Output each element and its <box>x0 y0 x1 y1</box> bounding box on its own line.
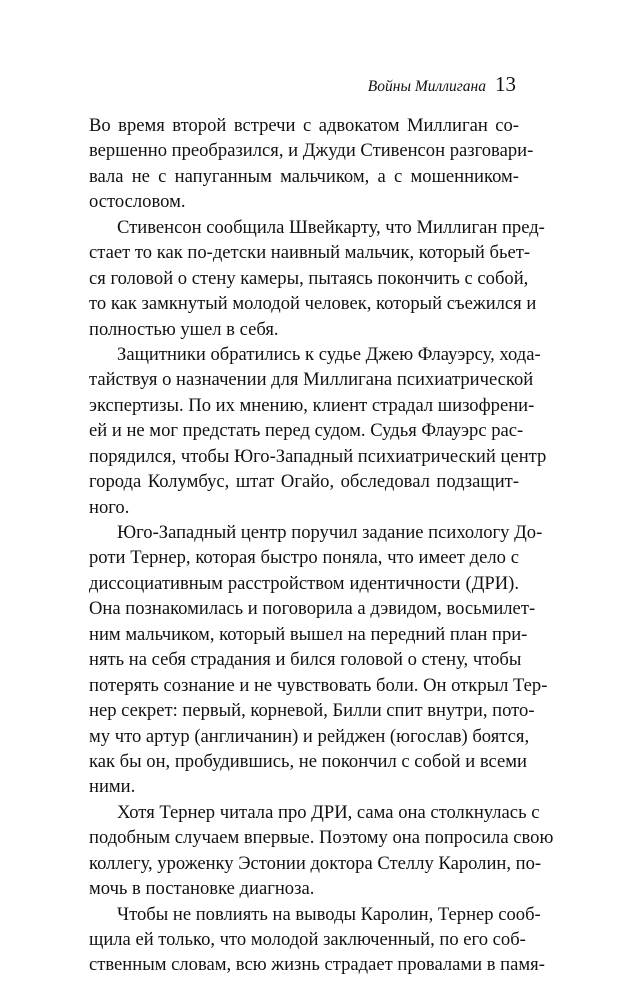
running-title: Войны Миллигана <box>367 78 486 95</box>
text-line: то как замкнутый молодой человек, который съежился и <box>89 293 537 315</box>
running-header <box>368 72 516 97</box>
text-line: Юго-Западный центр поручил задание психологу До- <box>117 522 543 543</box>
text-line: города Колумбус, штат Огайо, обследовал подзащит- <box>89 471 519 493</box>
text-line: коллегу, уроженку Эстонии доктора Стеллу Каролин, по- <box>89 852 542 874</box>
text-line: тайствуя о назначении для Миллигана психиатрической <box>89 369 534 391</box>
text-line: Во время второй встречи с адвокатом Миллиган со- <box>89 115 519 136</box>
text-line: ся головой о стену камеры, пытаясь покончить с собой, <box>89 267 529 289</box>
text-line: полностью ушел в себя. <box>89 318 279 340</box>
text-line: ним мальчиком, который вышел на передний план при- <box>89 623 528 645</box>
text-line: роти Тернер, которая быстро поняла, что имеет дело с <box>89 547 519 569</box>
text-line: нять на себя страдания и бился головой о стену, чтобы <box>89 649 522 671</box>
text-line: экспертизы. По их мнению, клиент страдал шизофрени- <box>89 394 535 416</box>
text-line: му что артур (англичанин) и рейджен (югослав) боятся, <box>89 725 530 747</box>
text-line: остословом. <box>89 191 186 213</box>
text-line: подобным случаем впервые. Поэтому она попросила свою <box>89 827 554 849</box>
text-line: Стивенсон сообщила Швейкарту, что Миллиган пред- <box>117 216 545 238</box>
text-line: Она познакомилась и поговорила а дэвидом, восьмилет- <box>89 598 536 620</box>
text-line: как бы он, пробудившись, не покончил с собой и всеми <box>89 750 527 772</box>
text-line: диссоциативным расстройством идентичности (ДРИ). <box>89 572 519 594</box>
text-line: ного. <box>89 496 130 518</box>
text-line: порядился, чтобы Юго-Западный психиатрический центр <box>89 445 547 467</box>
text-line: стает то как по-детски наивный мальчик, который бьет- <box>89 242 531 264</box>
text-line: ей и не мог предстать перед судом. Судья Флауэрс рас- <box>89 420 524 442</box>
text-line: Защитники обратились к судье Джею Флауэрсу, хода- <box>117 343 541 365</box>
text-line: ственным словам, всю жизнь страдает провалами в памя- <box>89 954 545 976</box>
text-line: Чтобы не повлиять на выводы Каролин, Тернер сооб- <box>117 903 541 925</box>
page-number: 13 <box>495 72 516 96</box>
text-line: нер секрет: первый, корневой, Билли спит внутри, пото- <box>89 700 535 722</box>
text-line: щила ей только, что молодой заключенный, по его соб- <box>89 929 526 950</box>
text-line: вершенно преобразился, и Джуди Стивенсон разговари- <box>89 140 534 162</box>
body-text <box>89 113 554 978</box>
text-line: Хотя Тернер читала про ДРИ, сама она столкнулась с <box>117 801 540 823</box>
text-line: мочь в постановке диагноза. <box>89 878 315 900</box>
text-line: ними. <box>89 776 136 798</box>
text-line: вала не с напуганным мальчиком, а с мошенником- <box>89 165 519 187</box>
text-line: потерять сознание и не чувствовать боли. Он открыл Тер- <box>89 674 548 696</box>
